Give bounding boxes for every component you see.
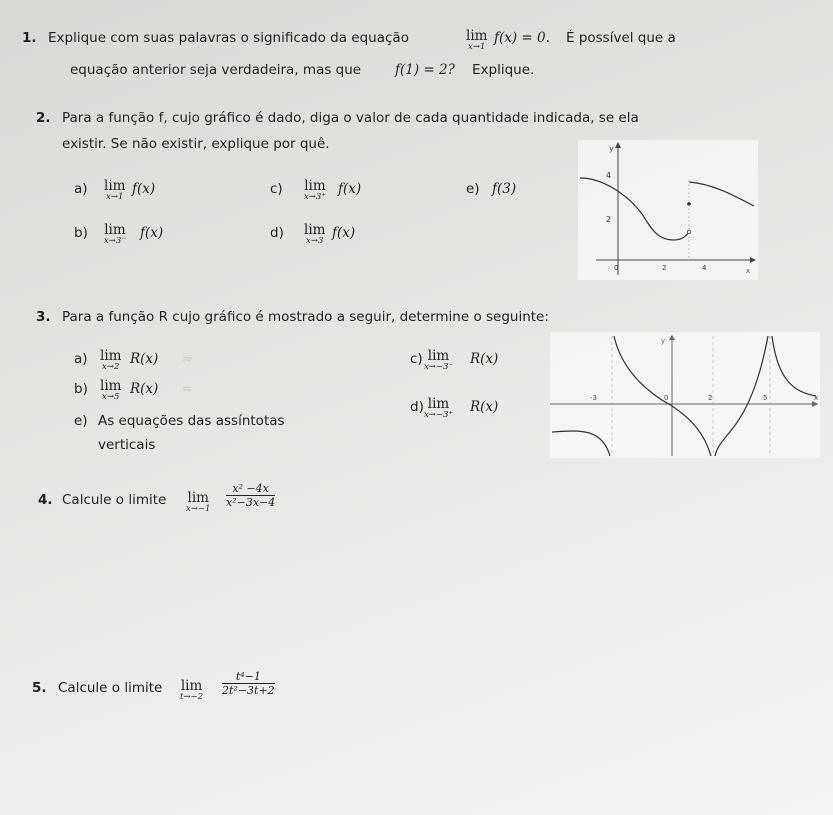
- q2-item-d-limit: [304, 224, 325, 246]
- q2-function-graph: [578, 140, 758, 280]
- q5-fraction: [222, 670, 275, 697]
- q3-item-b-lim-sub: x→5: [102, 392, 120, 402]
- q3-item-e-label: e): [74, 413, 88, 429]
- q5-limit: [180, 680, 203, 702]
- q2-item-a-lim-top: lim: [104, 178, 126, 194]
- q3-item-b-limit: [100, 380, 121, 402]
- q3-item-d-limit: [424, 398, 453, 420]
- q2-item-d-lim-top: lim: [304, 222, 326, 238]
- q3-item-e-line1: As equações das assíntotas: [98, 413, 285, 429]
- q2-item-a-label: a): [74, 181, 88, 197]
- q2-item-b-lim-top: lim: [104, 222, 126, 238]
- q1-lim-top: lim: [466, 28, 488, 44]
- q2-item-c-lim-top: lim: [304, 178, 326, 194]
- q2-xtick-2: 2: [662, 264, 667, 272]
- q3-y-label: y: [661, 337, 666, 345]
- q4-limit: [186, 492, 210, 514]
- q2-number: 2.: [36, 110, 51, 126]
- q3-item-d-expr: R(x): [470, 399, 499, 415]
- q2-line1: Para a função f, cujo gráfico é dado, diga o valor de cada quantidade indicada, se ela: [62, 110, 639, 126]
- q2-item-e-label: e): [466, 181, 480, 197]
- q4-numerator: x² −4x: [226, 482, 275, 496]
- q3-item-a-expr: R(x): [130, 351, 159, 367]
- q2-xtick-0: 0: [614, 264, 619, 272]
- q4-lim-sub: x→−1: [186, 504, 211, 514]
- q4-text: Calcule o limite: [62, 492, 167, 508]
- q2-ytick-2: 2: [606, 215, 612, 224]
- q3-function-graph: [550, 332, 820, 458]
- q1-line2-after: Explique.: [472, 62, 535, 78]
- q2-item-b-label: b): [74, 225, 88, 241]
- q2-item-b-lim-sub: x→3⁻: [104, 236, 126, 246]
- q1-limit: [466, 30, 487, 52]
- q3-xtick-5: 5: [763, 394, 768, 402]
- q2-ytick-4: 4: [606, 171, 612, 180]
- q2-item-d-expr: f(x): [332, 225, 356, 241]
- q2-item-b-limit: [104, 224, 126, 246]
- q3-item-d-lim-top: lim: [427, 396, 450, 412]
- q2-item-d-label: d): [270, 225, 284, 241]
- q3-item-e-line2: verticais: [98, 437, 156, 453]
- q2-item-c-lim-sub: x→3⁺: [304, 192, 326, 202]
- q2-item-e-expr: f(3): [492, 181, 517, 197]
- q2-item-c-limit: [304, 180, 326, 202]
- q4-denominator: x²−3x−4: [226, 496, 276, 509]
- q3-item-a-label: a): [74, 351, 88, 367]
- q4-fraction: [226, 482, 275, 509]
- q3-item-c-limit: [424, 350, 453, 372]
- q3-number: 3.: [36, 309, 51, 325]
- q1-line1-before: Explique com suas palavras o significado da equação: [48, 30, 409, 46]
- q3-item-b-ghost-mark: ≈: [182, 382, 193, 397]
- q2-item-a-lim-sub: x→1: [106, 192, 124, 202]
- q2-item-a-limit: [104, 180, 125, 202]
- q2-item-a-expr: f(x): [132, 181, 156, 197]
- q3-item-a-ghost-mark: ≈: [182, 352, 193, 367]
- q5-denominator: 2t²−3t+2: [222, 684, 275, 697]
- q2-xtick-4: 4: [702, 264, 707, 272]
- q3-item-c-lim-top: lim: [427, 348, 450, 364]
- q3-item-b-expr: R(x): [130, 381, 159, 397]
- q2-item-c-expr: f(x): [338, 181, 362, 197]
- q1-expr: f(x) = 0.: [494, 30, 550, 46]
- q3-item-d-lim-sub: x→−3⁺: [424, 410, 453, 420]
- q5-lim-top: lim: [180, 678, 203, 694]
- q4-number: 4.: [38, 492, 53, 508]
- q5-number: 5.: [32, 680, 47, 696]
- q3-item-b-label: b): [74, 381, 88, 397]
- q2-line2: existir. Se não existir, explique por quê.: [62, 136, 330, 152]
- q3-xtick-2: 2: [708, 394, 713, 402]
- q3-item-c-label: c): [410, 351, 423, 367]
- q4-lim-top: lim: [187, 490, 209, 506]
- q3-item-c-lim-sub: x→−3⁻: [424, 362, 453, 372]
- q3-item-d-label: d): [410, 399, 424, 415]
- q5-numerator: t⁴−1: [222, 670, 275, 684]
- q3-item-b-lim-top: lim: [100, 378, 122, 394]
- q3-x-label: x: [814, 394, 819, 402]
- q5-text: Calcule o limite: [58, 680, 163, 696]
- q3-item-a-limit: [100, 350, 121, 372]
- q3-item-a-lim-sub: x→2: [102, 362, 120, 372]
- q1-lim-sub: x→1: [468, 42, 486, 52]
- q3-line1: Para a função R cujo gráfico é mostrado a seguir, determine o seguinte:: [62, 309, 549, 325]
- q2-item-b-expr: f(x): [140, 225, 164, 241]
- q2-item-c-label: c): [270, 181, 283, 197]
- q1-line1-after: É possível que a: [566, 30, 676, 46]
- q3-xtick-neg3: -3: [590, 394, 597, 402]
- q3-xtick-0: 0: [664, 394, 669, 402]
- q2-y-label: y: [609, 144, 614, 153]
- q2-x-label: x: [746, 267, 751, 275]
- q3-item-a-lim-top: lim: [100, 348, 122, 364]
- q1-number: 1.: [22, 30, 37, 46]
- q1-expr2: f(1) = 2?: [395, 62, 455, 78]
- q1-line2-before: equação anterior seja verdadeira, mas que: [70, 62, 362, 78]
- q3-item-c-expr: R(x): [470, 351, 499, 367]
- q5-lim-sub: t→−2: [180, 692, 204, 702]
- q2-item-d-lim-sub: x→3: [306, 236, 324, 246]
